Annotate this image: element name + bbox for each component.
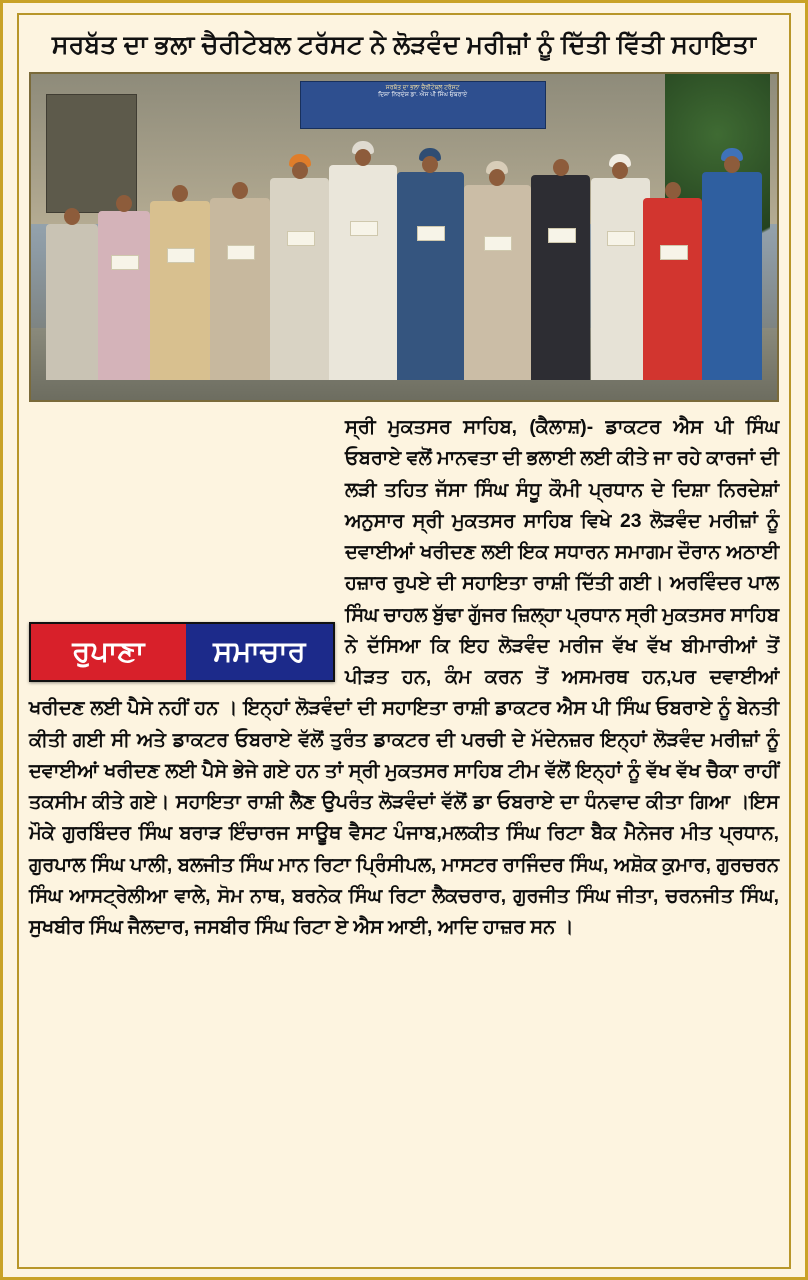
photo-cheque — [350, 221, 378, 236]
photo-person-head — [553, 159, 569, 176]
photo-person — [397, 172, 464, 381]
article-dateline: ਸ੍ਰੀ ਮੁਕਤਸਰ ਸਾਹਿਬ, (ਕੈਲਾਸ਼)- — [345, 417, 594, 438]
photo-person-head — [724, 156, 740, 173]
photo-person-head — [64, 208, 80, 225]
article-body-container — [29, 412, 779, 943]
photo-cheque — [287, 231, 315, 246]
photo-banner-line1: ਸਰਬੱਤ ਦਾ ਭਲਾ ਚੈਰੀਟੇਬਲ ਟਰੱਸਟ — [385, 84, 460, 91]
page-inner-frame — [17, 13, 791, 1269]
photo-person — [329, 165, 396, 380]
photo-person — [702, 172, 762, 381]
publication-logo — [29, 622, 335, 682]
article-headline: ਸਰਬੱਤ ਦਾ ਭਲਾ ਚੈਰੀਟੇਬਲ ਟਰੱਸਟ ਨੇ ਲੋੜਵੰਦ ਮਰੀਜ਼ਾਂ ਨੂੰ ਦਿੱਤੀ ਵਿੱਤੀ ਸਹਾਇਤਾ — [51, 31, 757, 59]
photo-person-head — [232, 182, 248, 199]
photo-person-head — [665, 182, 681, 199]
photo-cheque — [607, 231, 635, 246]
photo-person-head — [292, 162, 308, 179]
article-photo — [29, 72, 779, 402]
photo-person — [270, 178, 330, 380]
photo-cheque — [417, 226, 445, 241]
photo-banner — [300, 81, 546, 130]
photo-person — [464, 185, 531, 381]
photo-person — [591, 178, 651, 380]
photo-person — [98, 211, 150, 381]
photo-person — [150, 201, 210, 380]
photo-person — [531, 175, 591, 380]
photo-cheque — [484, 236, 512, 251]
photo-cheque — [111, 255, 139, 270]
photo-cheque — [167, 248, 195, 263]
photo-person — [46, 224, 98, 380]
publication-logo-word-right: ਸਮਾਚਾਰ — [186, 624, 333, 680]
photo-cheque — [227, 245, 255, 260]
photo-person — [643, 198, 703, 381]
publication-logo-word-left: ਰੁਪਾਣਾ — [31, 624, 186, 680]
photo-cheque — [548, 228, 576, 243]
photo-banner-line2: ਦਿਸ਼ਾ ਨਿਰਦੇਸ਼ ਡਾ. ਐਸ ਪੀ ਸਿੰਘ ਓਬਰਾਏ — [378, 92, 468, 99]
photo-person — [210, 198, 270, 381]
photo-person-head — [489, 169, 505, 186]
article-body-text: ਡਾਕਟਰ ਐਸ ਪੀ ਸਿੰਘ ਓਬਰਾਏ ਵਲੋਂ ਮਾਨਵਤਾ ਦੀ ਭਲਾਈ ਲਈ ਕੀਤੇ ਜਾ ਰਹੇ ਕਾਰਜਾਂ ਦੀ ਲੜੀ ਤਹਿਤ ਜੱਸਾ ਸਿੰਘ ਸੰਧੂ ਕੌਮੀ ਪ੍ਰਧਾਨ ਦੇ ਦਿਸ਼ਾ ਨਿਰਦੇਸ਼ਾਂ ਅਨੁਸਾਰ ਸ੍ਰੀ ਮੁਕਤਸਰ ਸਾਹਿਬ ਵਿਖੇ 23 ਲੋੜਵੰਦ ਮਰੀਜ਼ਾਂ ਨੂੰ ਦਵਾਈਆਂ ਖਰੀਦਣ ਲਈ ਇਕ ਸਧਾਰਨ ਸਮਾਗਮ ਦੌਰਾਨ ਅਠਾਈ ਹਜ਼ਾਰ ਰੁਪਏ ਦੀ ਸਹਾਇਤਾ ਰਾਸ਼ੀ ਦਿੱਤੀ ਗਈ। ਅਰਵਿੰਦਰ ਪਾਲ ਸਿੰਘ ਚਾਹਲ ਬੁੱਢਾ ਗੁੱਜਰ ਜ਼ਿਲ੍ਹਾ ਪ੍ਰਧਾਨ ਸ੍ਰੀ ਮੁਕਤਸਰ ਸਾਹਿਬ ਨੇ ਦੱਸਿਆ ਕਿ ਇਹ ਲੋੜਵੰਦ ਮਰੀਜ ਵੱਖ ਵੱਖ ਬੀਮਾਰੀਆਂ ਤੋਂ ਪੀੜਤ ਹਨ, ਕੰਮ ਕਰਨ ਤੋਂ ਅਸਮਰਥ ਹਨ,ਪਰ ਦਵਾਈਆਂ ਖਰੀਦਣ ਲਈ ਪੈਸੇ ਨਹੀਂ ਹਨ । ਇਨ੍ਹਾਂ ਲੋੜਵੰਦਾਂ ਦੀ ਸਹਾਇਤਾ ਰਾਸ਼ੀ ਡਾਕਟਰ ਐਸ ਪੀ ਸਿੰਘ ਓਬਰਾਏ ਨੂੰ ਬੇਨਤੀ ਕੀਤੀ ਗਈ ਸੀ ਅਤੇ ਡਾਕਟਰ ਓਬਰਾਏ ਵੱਲੋਂ ਤੁਰੰਤ ਡਾਕਟਰ ਦੀ ਪਰਚੀ ਦੇ ਮੱਦੇਨਜ਼ਰ ਇਨ੍ਹਾਂ ਲੋੜਵੰਦ ਮਰੀਜ਼ਾਂ ਨੂੰ ਦਵਾਈਆਂ ਖਰੀਦਣ ਲਈ ਪੈਸੇ ਭੇਜੇ ਗਏ ਹਨ ਤਾਂ ਸ੍ਰੀ ਮੁਕਤਸਰ ਸਾਹਿਬ ਟੀਮ ਵੱਲੋਂ ਇਨ੍ਹਾਂ ਨੂੰ ਵੱਖ ਵੱਖ ਚੈਕਾ ਰਾਹੀਂ ਤਕਸੀਮ ਕੀਤੇ ਗਏ। ਸਹਾਇਤਾ ਰਾਸ਼ੀ ਲੈਣ ਉਪਰੰਤ ਲੋੜਵੰਦਾਂ ਵੱਲੋਂ ਡਾ ਓਬਰਾਏ ਦਾ ਧੰਨਵਾਦ ਕੀਤਾ ਗਿਆ ।ਇਸ ਮੌਕੇ ਗੁਰਬਿੰਦਰ ਸਿੰਘ ਬਰਾੜ ਇੰਚਾਰਜ ਸਾਊਥ ਵੈਸਟ ਪੰਜਾਬ,ਮਲਕੀਤ ਸਿੰਘ ਰਿਟਾ ਬੈਕ ਮੈਨੇਜਰ ਮੀਤ ਪ੍ਰਧਾਨ, ਗੁਰਪਾਲ ਸਿੰਘ ਪਾਲੀ, ਬਲਜੀਤ ਸਿੰਘ ਮਾਨ ਰਿਟਾ ਪ੍ਰਿੰਸੀਪਲ, ਮਾਸਟਰ ਰਾਜਿੰਦਰ ਸਿੰਘ, ਅਸ਼ੋਕ ਕੁਮਾਰ, ਗੁਰਚਰਨ ਸਿੰਘ ਆਸਟ੍ਰੇਲੀਆ ਵਾਲੇ, ਸੋਮ ਨਾਥ, ਬਰਨੇਕ ਸਿੰਘ ਰਿਟਾ ਲੈਕਚਰਾਰ, ਗੁਰਜੀਤ ਸਿੰਘ ਜੀਤਾ, ਚਰਨਜੀਤ ਸਿੰਘ, ਸੁਖਬੀਰ ਸਿੰਘ ਜੈਲਦਾਰ, ਜਸਬੀਰ ਸਿੰਘ ਰਿਟਾ ਏ ਐਸ ਆਈ, ਆਦਿ ਹਾਜ਼ਰ ਸਨ । — [29, 417, 779, 938]
photo-person-head — [422, 156, 438, 173]
photo-cheque — [660, 245, 688, 260]
